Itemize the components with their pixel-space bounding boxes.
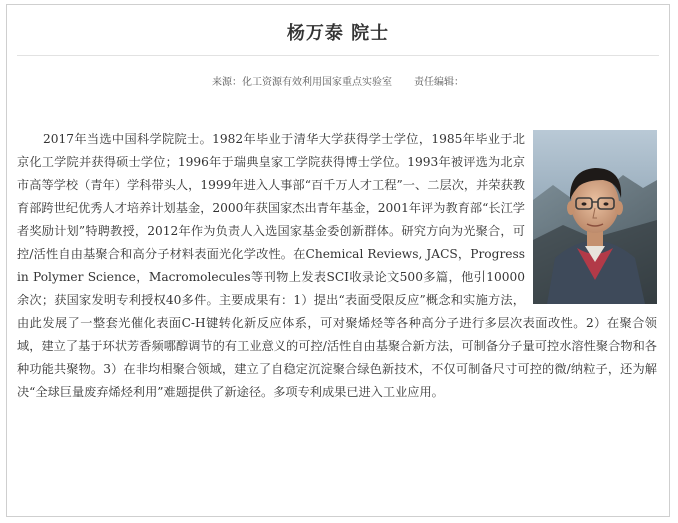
source-label: 来源：: [212, 77, 242, 88]
editor-label: 责任编辑：: [414, 77, 464, 88]
article-meta: [7, 73, 669, 88]
portrait-photo: [533, 130, 657, 304]
article-title: 杨万泰 院士: [286, 23, 390, 44]
article-container: [6, 4, 670, 517]
source-value: 化工资源有效利用国家重点实验室: [242, 77, 392, 88]
portrait-image: [533, 130, 657, 304]
article-body: [17, 128, 657, 404]
title-divider: [17, 55, 659, 56]
article-paragraph: 2017年当选中国科学院院士。1982年毕业于清华大学获得学士学位，1985年毕业于北京化工学院并获得硕士学位；1996年于瑞典皇家工学院获得博士学位。1993年被评选为北京市高等学校（青年）学科带头人，1999年进入人事部“百千万人才工程”一、二层次，并荣获教育部跨世纪优秀人才培养计划基金，2000年获国家杰出青年基金，2001年评为教育部“长江学者奖励计划”特聘教授，2012年作为负责人入选国家基金委创新群体。研究方向为光聚合，可控/活性自由基聚合和高分子材料表面光化学改性。在Chemical Reviews, JACS，Progress in Polymer Science，Macromolecules等刊物上发表SCI收录论文500多篇，他引10000余次；获国家发明专利授权40多件。主要成果有：1）提出“表面受限反应”概念和实施方法，由此发展了一整套光催化表面C-H键转化新反应体系，可对聚烯烃等各种高分子进行多层次表面改性。2）在聚合领域，建立了基于环状芳香频哪醇调节的有工业意义的可控/活性自由基聚合新方法，可制备分子量可控水溶性聚合物和各种功能共聚物。3）在非均相聚合领域，建立了自稳定沉淀聚合绿色新技术，不仅可制备尺寸可控的微/纳粒子，还为解决“全球巨量废弃烯烃利用”难题提供了新途径。多项专利成果已进入工业应用。: [17, 132, 657, 399]
